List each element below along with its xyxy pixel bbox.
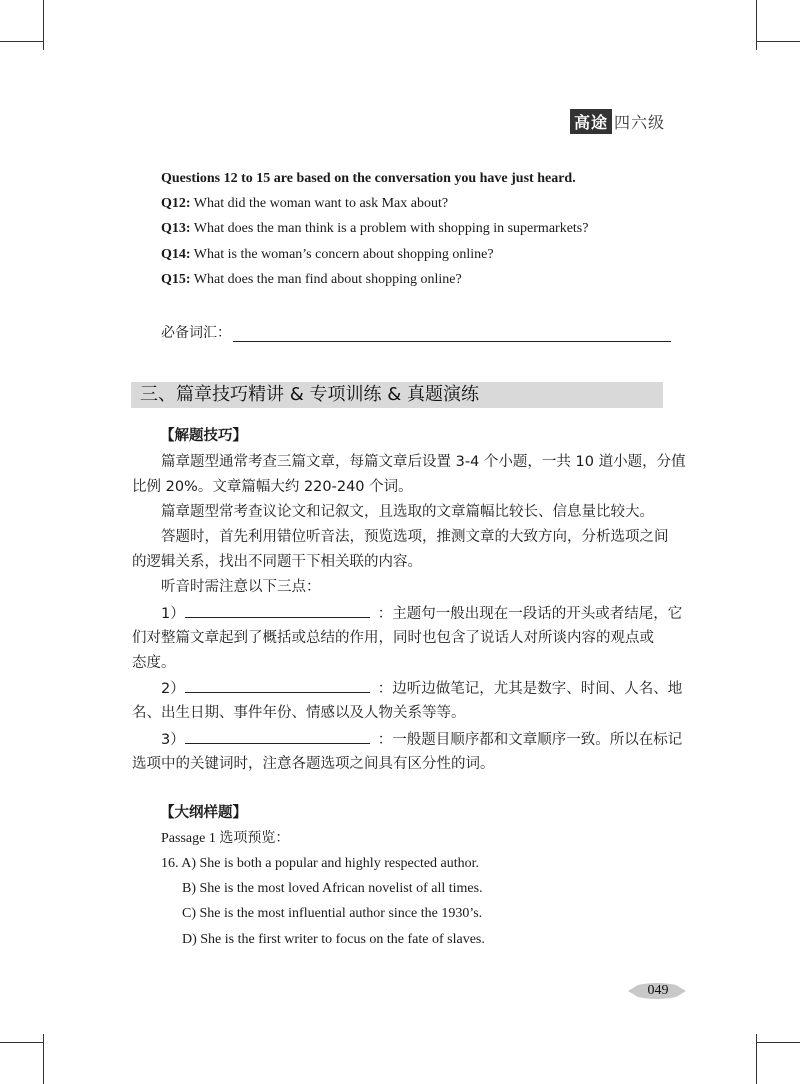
tips-line: 们对整篇文章起到了概括或总结的作用，同时也包含了说话人对所谈内容的观点或 xyxy=(132,630,654,646)
tips-line: 选项中的关键词时，注意各题选项之间具有区分性的词。 xyxy=(132,756,495,772)
crop-mark xyxy=(757,1042,800,1043)
crop-mark xyxy=(43,1034,44,1084)
question-line: Q12: What did the woman want to ask Max about? xyxy=(161,196,449,211)
vocab-blank[interactable] xyxy=(233,323,671,342)
crop-mark xyxy=(43,0,44,50)
crop-mark xyxy=(0,41,43,42)
tips-line: 比例 20%。文章篇幅大约 220-240 个词。 xyxy=(132,479,413,495)
tips-line: 篇章题型通常考查三篇文章，每篇文章后设置 3-4 个小题，一共 10 道小题，分值 xyxy=(161,454,686,470)
option-item: D) She is the first writer to focus on the fate of slaves. xyxy=(182,932,485,947)
sample-question: 16. A) She is both a popular and highly respected author. xyxy=(161,856,480,871)
answer-blank[interactable] xyxy=(185,603,370,618)
page-number: 049 xyxy=(647,983,669,998)
tips-heading: 【解题技巧】 xyxy=(160,428,247,444)
tips-line: 答题时，首先利用错位听音法，预览选项，推测文章的大致方向，分析选项之间 xyxy=(161,529,669,545)
tips-line: 的逻辑关系，找出不同题干下相关联的内容。 xyxy=(132,554,422,570)
crop-mark xyxy=(756,0,757,50)
tips-line: 听音时需注意以下三点： xyxy=(161,579,321,595)
section-title: 三、篇章技巧精讲 & 专项训练 & 真题演练 xyxy=(140,384,479,405)
option-item: B) She is the most loved African novelist of all times. xyxy=(182,881,483,896)
tips-line: 名、出生日期、事件年份、情感以及人物关系等等。 xyxy=(132,705,466,721)
crop-mark xyxy=(0,1042,43,1043)
question-line: Q15: What does the man find about shopping online? xyxy=(161,272,462,287)
option-item: C) She is the most influential author since the 1930’s. xyxy=(182,906,483,921)
vocab-field xyxy=(161,322,671,342)
answer-blank[interactable] xyxy=(185,678,370,693)
answer-blank[interactable] xyxy=(185,729,370,744)
tips-line: 态度。 xyxy=(132,655,176,671)
brand-text: 四六级 xyxy=(613,113,665,132)
questions-intro: Questions 12 to 15 are based on the conversation you have just heard. xyxy=(161,171,576,186)
brand-logo: 高途 xyxy=(570,109,612,134)
crop-mark xyxy=(757,41,800,42)
question-line: Q13: What does the man think is a problem with shopping in supermarkets? xyxy=(161,221,589,236)
tips-point: 3） ：一般题目顺序都和文章顺序一致。所以在标记 xyxy=(161,729,682,750)
header-brand xyxy=(570,109,665,134)
passage-label: Passage 1 选项预览： xyxy=(161,831,290,846)
tips-point: 2） ：边听边做笔记，尤其是数字、时间、人名、地 xyxy=(161,678,682,699)
sample-heading: 【大纲样题】 xyxy=(160,805,247,821)
tips-line: 篇章题型常考查议论文和记叙文，且选取的文章篇幅比较长、信息量比较大。 xyxy=(161,504,654,520)
tips-point: 1） ：主题句一般出现在一段话的开头或者结尾，它 xyxy=(161,603,682,624)
question-line: Q14: What is the woman’s concern about shopping online? xyxy=(161,247,494,262)
vocab-label: 必备词汇： xyxy=(161,325,231,341)
